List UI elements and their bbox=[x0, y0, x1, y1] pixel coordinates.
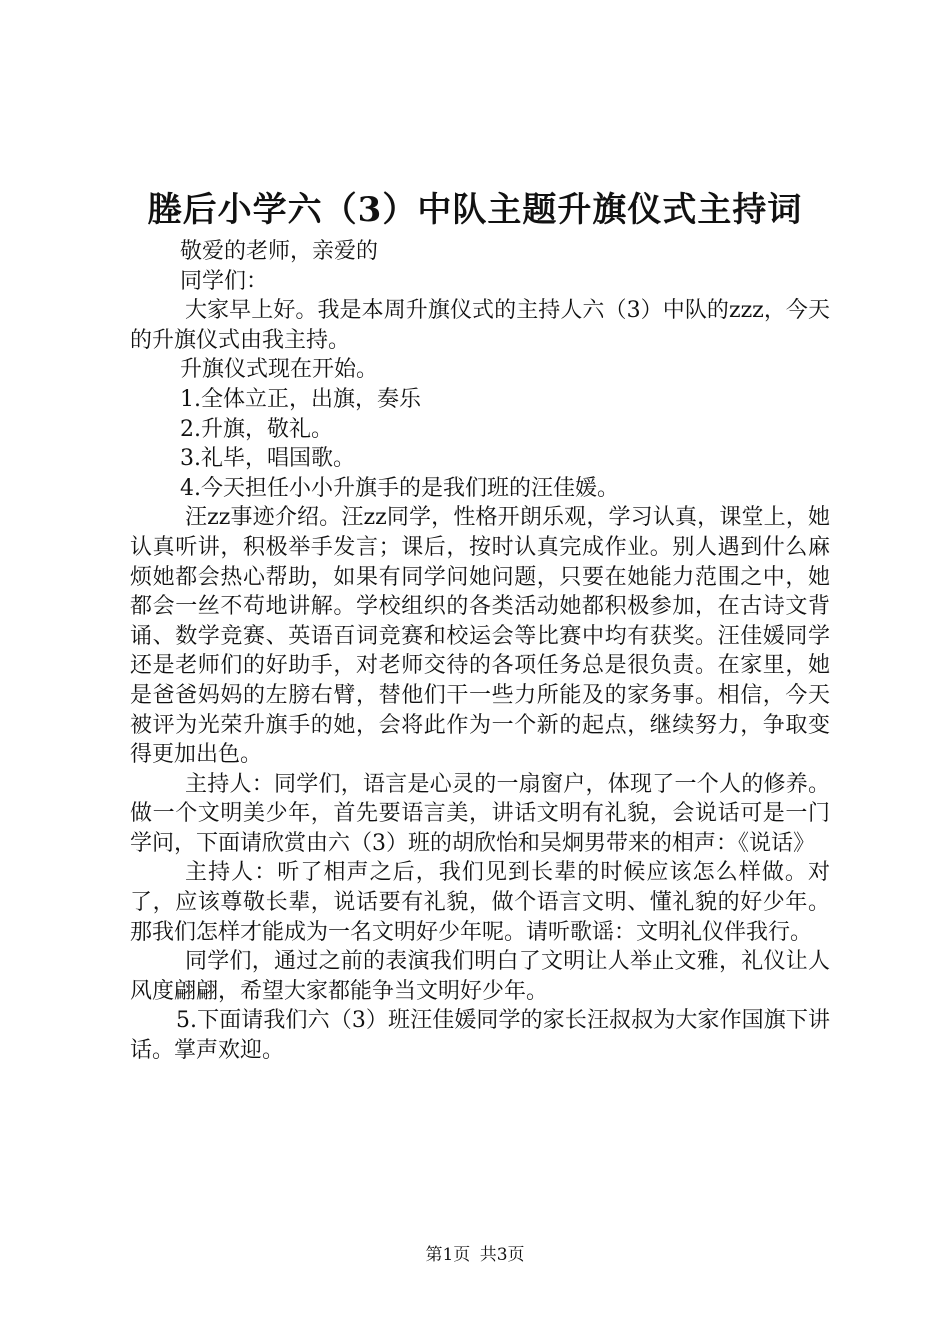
paragraph-greeting: 敬爱的老师，亲爱的 bbox=[180, 239, 379, 264]
paragraph-step-3: 3.礼毕，唱国歌。 bbox=[180, 446, 355, 472]
paragraph-step-5: 5.下面请我们六（3）班汪佳媛同学的家长汪叔叔为大家作国旗下讲话。掌声欢迎。 bbox=[130, 1008, 830, 1064]
page-number: 第1页 bbox=[425, 1245, 471, 1265]
paragraph-host-1: 主持人：同学们，语言是心灵的一扇窗户，体现了一个人的修养。做一个文明美少年，首先要语言美，讲话文明有礼貌，会说话可是一门学问，下面请欣赏由六（3）班的胡欣怡和吴炯男带来的相声：《说话》 bbox=[130, 771, 830, 856]
paragraph-start: 升旗仪式现在开始。 bbox=[180, 357, 379, 383]
paragraph-step-1: 1.全体立正，出旗，奏乐 bbox=[180, 386, 421, 412]
paragraph-step-4: 4.今天担任小小升旗手的是我们班的汪佳媛。 bbox=[180, 475, 619, 501]
paragraph-summary: 同学们，通过之前的表演我们明白了文明让人举止文雅，礼仪让人风度翩翩，希望大家都能争当文明好少年。 bbox=[130, 949, 830, 1004]
page-total: 共3页 bbox=[479, 1245, 525, 1265]
page-footer bbox=[0, 1243, 950, 1267]
paragraph-flag-bearer-story: 汪zz事迹介绍。汪zz同学，性格开朗乐观，学习认真，课堂上，她认真听讲，积极举手发言；课后，按时认真完成作业。别人遇到什么麻烦她都会热心帮助，如果有同学问她问题，只要在她能力范围之中，她都会一丝不苟地讲解。学校组织的各类活动她都积极参加，在古诗文背诵、数学竞赛、英语百词竞赛和校运会等比赛中均有获奖。汪佳媛同学还是老师们的好助手，对老师交待的各项任务总是很负责。在家里，她是爸爸妈妈的左膀右臂，替他们干一些力所能及的家务事。相信，今天被评为光荣升旗手的她，会将此作为一个新的起点，继续努力，争取变得更加出色。 bbox=[130, 505, 830, 768]
document-body bbox=[130, 237, 830, 1066]
paragraph-greeting-cont: 同学们： bbox=[180, 268, 269, 294]
document-title: 塍后小学六（3）中队主题升旗仪式主持词 bbox=[147, 190, 803, 230]
paragraph-step-2: 2.升旗，敬礼。 bbox=[180, 416, 333, 442]
paragraph-host-2: 主持人：听了相声之后，我们见到长辈的时候应该怎么样做。对了，应该尊敬长辈，说话要有礼貌，做个语言文明、懂礼貌的好少年。那我们怎样才能成为一名文明好少年呢。请听歌谣：文明礼仪伴我行。 bbox=[130, 860, 830, 945]
paragraph-intro: 大家早上好。我是本周升旗仪式的主持人六（3）中队的zzz，今天的升旗仪式由我主持。 bbox=[130, 298, 830, 353]
